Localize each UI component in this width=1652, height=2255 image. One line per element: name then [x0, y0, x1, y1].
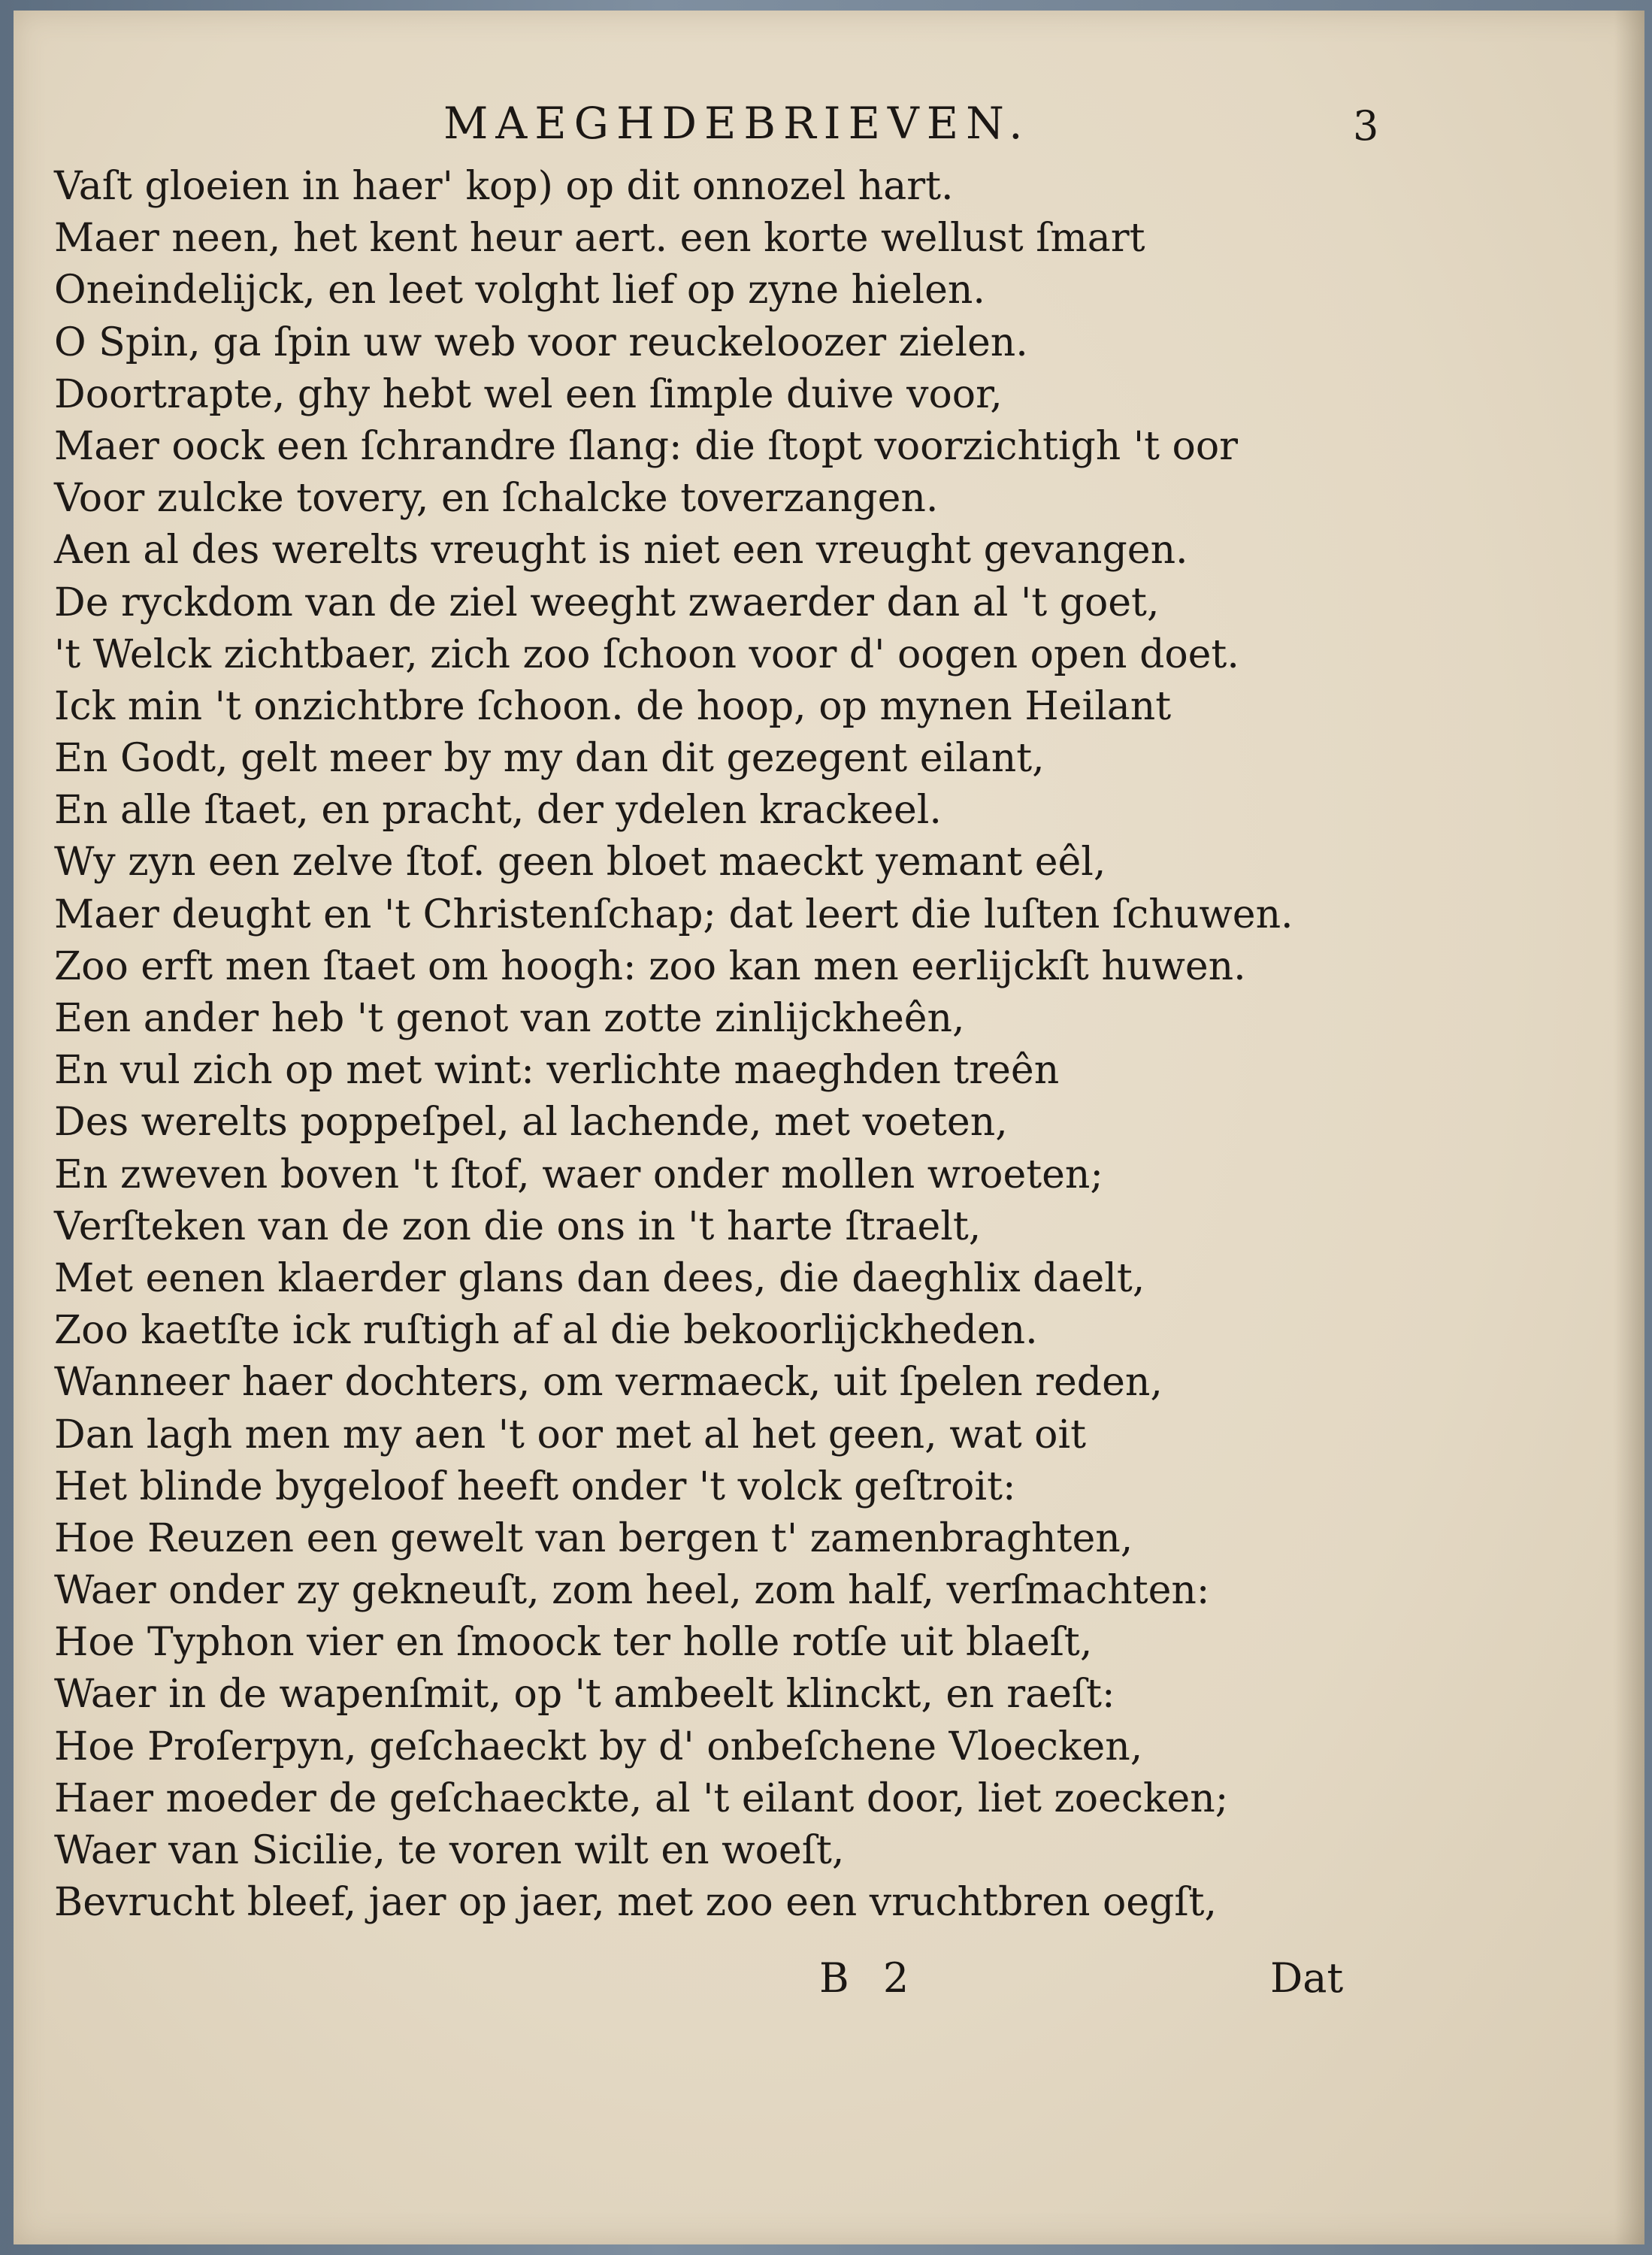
poem-line: Hoe Reuzen een gewelt van bergen t' zamenbraghten,	[54, 1515, 1133, 1561]
poem-text	[54, 161, 1332, 1929]
poem-line: Ick min 't onzichtbre ſchoon. de hoop, op mynen Heilant	[54, 683, 1172, 729]
poem-line: Aen al des werelts vreught is niet een vreught gevangen.	[54, 528, 1188, 574]
poem-line: En zweven boven 't ſtof, waer onder mollen wroeten;	[54, 1152, 1103, 1197]
poem-line: Voor zulcke tovery, en ſchalcke toverzangen.	[54, 476, 939, 522]
poem-line: Haer moeder de geſchaeckte, al 't eilant door, liet zoecken;	[54, 1775, 1229, 1821]
poem-line: Maer neen, het kent heur aert. een korte wellust ſmart	[54, 216, 1145, 262]
poem-line: Hoe Proſerpyn, geſchaeckt by d' onbeſchene Vloecken,	[54, 1724, 1143, 1769]
poem-line: Met eenen klaerder glans dan dees, die daeghlix daelt,	[54, 1255, 1145, 1301]
page-edge-shadow	[1614, 11, 1644, 2244]
poem-line: O Spin, ga ſpin uw web voor reuckeloozer zielen.	[54, 319, 1028, 365]
page-number: 3	[1353, 102, 1379, 150]
poem-line: Een ander heb 't genot van zotte zinlijckheên,	[54, 996, 965, 1041]
poem-line: Wy zyn een zelve ſtof. geen bloet maeckt yemant eêl,	[54, 840, 1106, 885]
poem-line: Zoo erft men ſtaet om hoogh: zoo kan men eerlijckſt huwen.	[54, 943, 1246, 989]
poem-line: Oneindelijck, en leet volght lief op zyne hielen.	[54, 268, 985, 313]
signature-mark: B 2	[819, 1954, 920, 2002]
poem-line: Dan lagh men my aen 't oor met al het geen, wat oit	[54, 1412, 1086, 1457]
poem-line: Waer in de wapenſmit, op 't ambeelt klinckt, en raeſt:	[54, 1672, 1115, 1718]
poem-line: Des werelts poppeſpel, al lachende, met voeten,	[54, 1100, 1008, 1146]
poem-line: Maer deught en 't Christenſchap; dat leert die luſten ſchuwen.	[54, 891, 1293, 937]
poem-line: De ryckdom van de ziel weeght zwaerder dan al 't goet,	[54, 580, 1160, 625]
poem-line: Vaſt gloeien in haer' kop) op dit onnozel hart.	[54, 164, 954, 209]
poem-line: Doortrapte, ghy hebt wel een ſimple duive voor,	[54, 371, 1003, 417]
poem-line: Verſteken van de zon die ons in 't harte ſtraelt,	[54, 1203, 982, 1249]
poem-line: En Godt, gelt meer by my dan dit gezegent eilant,	[54, 736, 1045, 782]
poem-line: Waer onder zy gekneuſt, zom heel, zom half, verſmachten:	[54, 1568, 1210, 1614]
poem-line: Wanneer haer dochters, om vermaeck, uit ſpelen reden,	[54, 1360, 1163, 1406]
running-title: MAEGHDEBRIEVEN.	[443, 98, 1030, 149]
poem-line: 't Welck zichtbaer, zich zoo ſchoon voor d' oogen open doet.	[54, 631, 1239, 677]
poem-line: Zoo kaetſte ick ruſtigh af al die bekoorlijckheden.	[54, 1308, 1038, 1354]
poem-line: En alle ſtaet, en pracht, der ydelen krackeel.	[54, 788, 942, 834]
catchword: Dat	[1270, 1954, 1344, 2002]
poem-line: Hoe Typhon vier en ſmoock ter holle rotſe uit blaeſt,	[54, 1620, 1093, 1666]
poem-line: Het blinde bygeloof heeft onder 't volck geſtroit:	[54, 1463, 1016, 1509]
poem-line: Maer oock een ſchrandre ſlang: die ſtopt voorzichtigh 't oor	[54, 423, 1239, 469]
poem-line: Bevrucht bleef, jaer op jaer, met zoo een vruchtbren oegſt,	[54, 1880, 1217, 1926]
poem-line: Waer van Sicilie, te voren wilt en woeſt,	[54, 1828, 845, 1873]
poem-line: En vul zich op met wint: verlichte maeghden treên	[54, 1048, 1060, 1094]
